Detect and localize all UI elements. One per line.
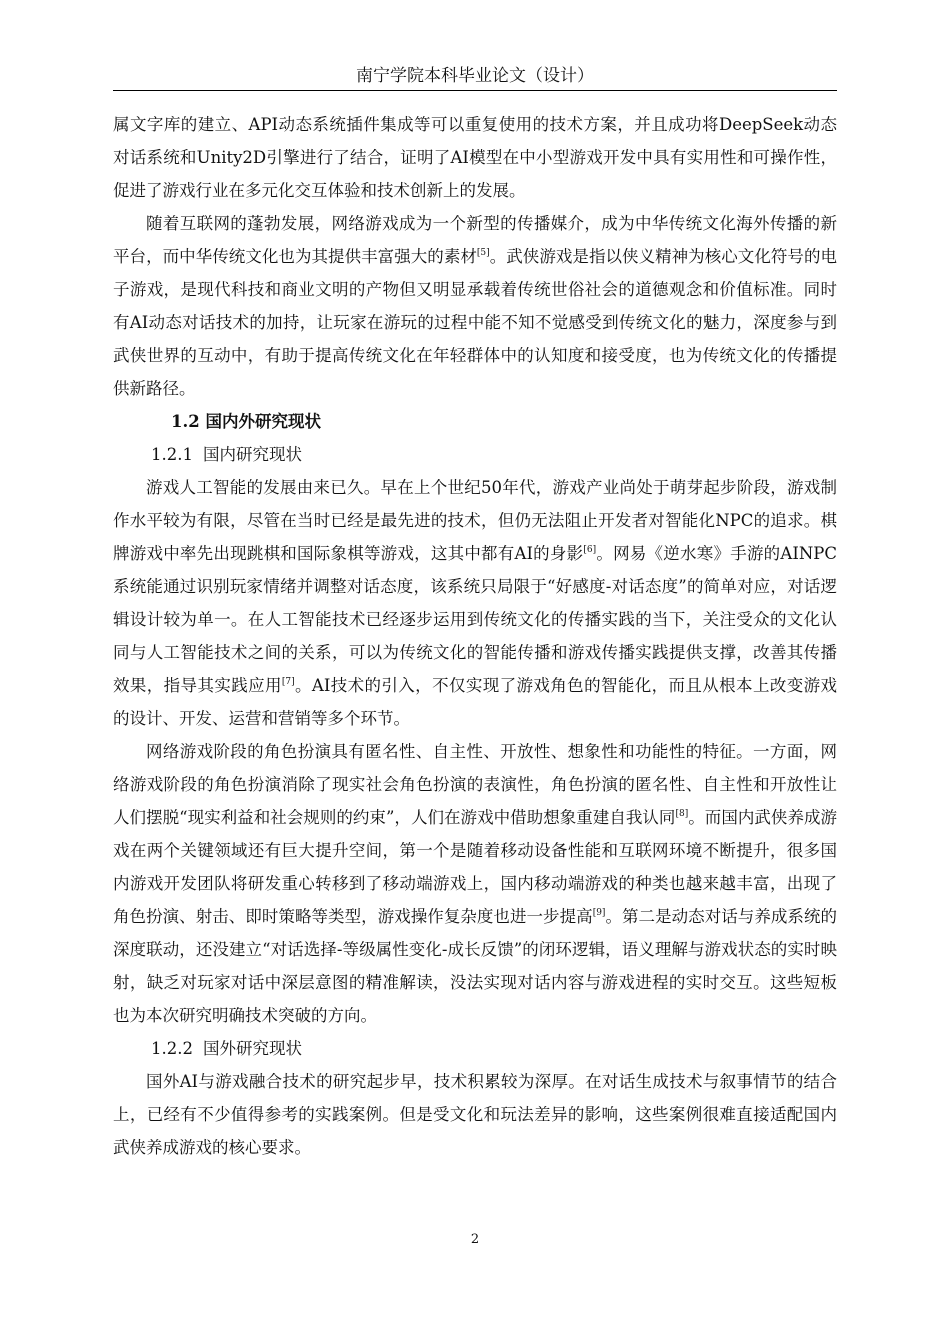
citation-ref: [9] <box>592 908 606 918</box>
paragraph-text: 属文字库的建立、API动态系统插件集成等可以重复使用的技术方案，并且成功将DeepSeek动态对话系统和Unity2D引擎进行了结合，证明了AI模型在中小型游戏开发中具有实用性和可操作性，促进了游戏行业在多元化交互体验和技术创新上的发展。 <box>113 115 837 200</box>
paragraph-foreign-1 <box>113 1065 837 1164</box>
section-title: 1.2 国内外研究现状 <box>171 412 321 431</box>
subsection-number: 1.2.2 <box>151 1039 193 1058</box>
paragraph-text: 。武侠游戏是指以侠义精神为核心文化符号的电子游戏，是现代科技和商业文明的产物但又明显承载着传统世俗社会的道德观念和价值标准。同时有AI动态对话技术的加持，让玩家在游玩的过程中能不知不觉感受到传统文化的魅力，深度参与到武侠世界的互动中，有助于提高传统文化在年轻群体中的认知度和接受度，也为传统文化的传播提供新路径。 <box>113 247 838 398</box>
paragraph-text: 游戏人工智能的发展由来已久。早在上个世纪50年代，游戏产业尚处于萌芽起步阶段，游戏制作水平较为有限，尽管在当时已经是最先进的技术，但仍无法阻止开发者对智能化NPC的追求。棋牌游戏中率先出现跳棋和国际象棋等游戏，这其中都有AI的身影 <box>113 478 837 563</box>
paragraph-text: 随着互联网的蓬勃发展，网络游戏成为一个新型的传播媒介，成为中华传统文化海外传播的新平台，而中华传统文化也为其提供丰富强大的素材 <box>113 214 837 266</box>
body-text <box>113 108 837 1164</box>
paragraph-domestic-1 <box>113 471 837 735</box>
paragraph-domestic-2 <box>113 735 837 1032</box>
citation-ref: [6] <box>583 545 597 555</box>
running-header <box>113 62 837 91</box>
paragraph-continued <box>113 108 837 207</box>
page-number: 2 <box>470 1232 480 1247</box>
section-heading-1-2 <box>113 405 837 438</box>
paragraph-text: 国外AI与游戏融合技术的研究起步早，技术积累较为深厚。在对话生成技术与叙事情节的结合上，已经有不少值得参考的实践案例。但是受文化和玩法差异的影响，这些案例很难直接适配国内武侠养成游戏的核心要求。 <box>113 1072 837 1157</box>
page-footer <box>0 1230 950 1250</box>
paragraph-text: 。AI技术的引入，不仅实现了游戏角色的智能化，而且从根本上改变游戏的设计、开发、运营和营销等多个环节。 <box>113 676 838 728</box>
citation-ref: [8] <box>675 809 689 819</box>
header-title: 南宁学院本科毕业论文（设计） <box>356 66 594 86</box>
paragraph-culture <box>113 207 837 405</box>
citation-ref: [7] <box>281 677 295 687</box>
subsection-number: 1.2.1 <box>151 445 193 464</box>
subsection-heading-1-2-1 <box>113 438 837 471</box>
subsection-title: 国外研究现状 <box>202 1039 302 1058</box>
citation-ref: [5] <box>476 248 490 258</box>
paragraph-text: 。网易《逆水寒》手游的AINPC系统能通过识别玩家情绪并调整对话态度，该系统只局限于“好感度-对话态度”的简单对应，对话逻辑设计较为单一。在人工智能技术已经逐步运用到传统文化的传播实践的当下，关注受众的文化认同与人工智能技术之间的关系，可以为传统文化的智能传播和游戏传播实践提供支撑，改善其传播效果，指导其实践应用 <box>113 544 837 695</box>
subsection-title: 国内研究现状 <box>202 445 302 464</box>
paragraph-text: 。第二是动态对话与养成系统的深度联动，还没建立“对话选择-等级属性变化-成长反馈”的闭环逻辑，语义理解与游戏状态的实时映射，缺乏对玩家对话中深层意图的精准解读，没法实现对话内容与游戏进程的实时交互。这些短板也为本次研究明确技术突破的方向。 <box>113 907 838 1025</box>
paragraph-text: 网络游戏阶段的角色扮演具有匿名性、自主性、开放性、想象性和功能性的特征。一方面，网络游戏阶段的角色扮演消除了现实社会角色扮演的表演性，角色扮演的匿名性、自主性和开放性让人们摆脱“现实利益和社会规则的约束”，人们在游戏中借助想象重建自我认同 <box>113 742 837 827</box>
subsection-heading-1-2-2 <box>113 1032 837 1065</box>
paragraph-text: 。而国内武侠养成游戏在两个关键领域还有巨大提升空间，第一个是随着移动设备性能和互联网环境不断提升，很多国内游戏开发团队将研发重心转移到了移动端游戏上，国内移动端游戏的种类也越来越丰富，出现了角色扮演、射击、即时策略等类型，游戏操作复杂度也进一步提高 <box>113 808 837 926</box>
